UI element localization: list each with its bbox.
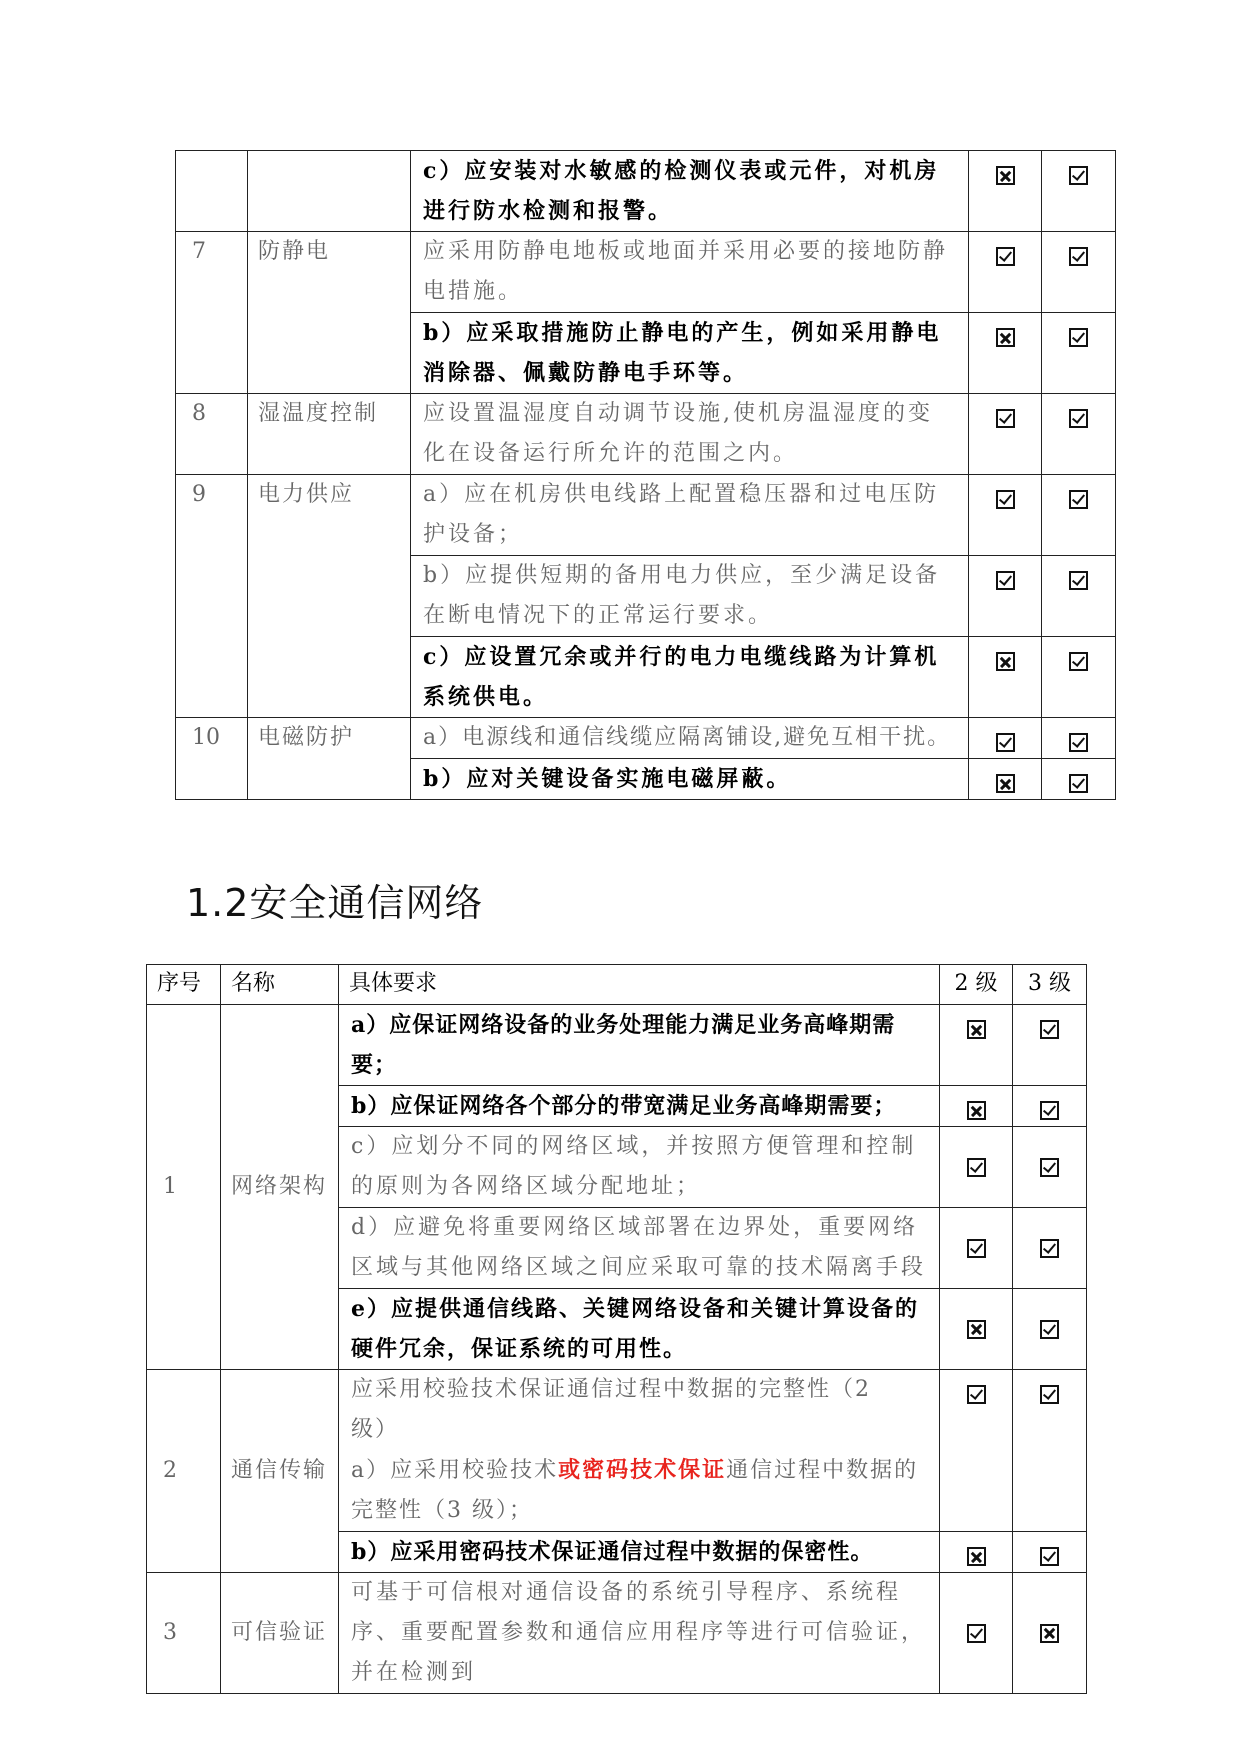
table-row (176, 151, 1116, 232)
level2-cell (969, 556, 1042, 637)
level2-cell (969, 151, 1042, 232)
level2-cell (940, 1289, 1013, 1370)
checkbox-checked-icon (1040, 1239, 1059, 1258)
requirement-text: e）应提供通信线路、关键网络设备和关键计算设备的硬件冗余，保证系统的可用性。 (339, 1289, 940, 1370)
requirement-text: 可基于可信根对通信设备的系统引导程序、系统程序、重要配置参数和通信应用程序等进行可信验证，并在检测到 (339, 1573, 940, 1694)
level2-cell (969, 394, 1042, 475)
row-name: 电磁防护 (248, 718, 411, 800)
row-number (176, 151, 248, 232)
level3-cell (1013, 1532, 1087, 1573)
row-name: 湿温度控制 (248, 394, 411, 475)
level3-cell (1013, 1208, 1087, 1289)
table-row (147, 1005, 1087, 1086)
row-name (248, 151, 411, 232)
level2-cell (969, 232, 1042, 313)
level3-cell (1042, 475, 1116, 556)
checkbox-checked-icon (967, 1239, 986, 1258)
header-level3: 3 级 (1013, 965, 1087, 1005)
checkbox-checked-icon (1069, 733, 1088, 752)
row-number: 3 (147, 1573, 221, 1694)
requirement-text: c）应安装对水敏感的检测仪表或元件，对机房进行防水检测和报警。 (411, 151, 969, 232)
checkbox-checked-icon (1040, 1101, 1059, 1120)
level3-cell (1042, 232, 1116, 313)
requirement-a-suffix: 通信过程中数据的完整性（3 级）； (351, 1458, 919, 1523)
row-number: 2 (147, 1370, 221, 1573)
checkbox-checked-icon (1069, 571, 1088, 590)
level3-cell (1042, 313, 1116, 394)
checkbox-crossed-icon (967, 1320, 986, 1339)
level3-cell (1042, 637, 1116, 718)
section-heading: 1.2安全通信网络 (186, 881, 484, 925)
level2-cell (940, 1005, 1013, 1086)
row-name: 可信验证 (221, 1573, 339, 1694)
table-row (147, 1573, 1087, 1694)
checkbox-crossed-icon (967, 1547, 986, 1566)
checkbox-checked-icon (1069, 774, 1088, 793)
level2-cell (969, 313, 1042, 394)
protection-table-physical (175, 150, 1116, 800)
level3-cell (1013, 1086, 1087, 1127)
requirement-text: b）应对关键设备实施电磁屏蔽。 (411, 759, 969, 800)
level2-cell (940, 1532, 1013, 1573)
checkbox-checked-icon (1069, 247, 1088, 266)
requirement-text: b）应采取措施防止静电的产生，例如采用静电消除器、佩戴防静电手环等。 (411, 313, 969, 394)
level3-cell (1013, 1289, 1087, 1370)
level3-cell (1013, 1127, 1087, 1208)
requirement-text: a）应保证网络设备的业务处理能力满足业务高峰期需要； (339, 1005, 940, 1086)
requirement-text: a）应在机房供电线路上配置稳压器和过电压防护设备； (411, 475, 969, 556)
checkbox-checked-icon (967, 1158, 986, 1177)
requirement-text: b）应采用密码技术保证通信过程中数据的保密性。 (339, 1532, 940, 1573)
requirement-text: b）应保证网络各个部分的带宽满足业务高峰期需要； (339, 1086, 940, 1127)
checkbox-crossed-icon (996, 652, 1015, 671)
checkbox-crossed-icon (967, 1101, 986, 1120)
header-name: 名称 (221, 965, 339, 1005)
checkbox-checked-icon (996, 409, 1015, 428)
level3-cell (1042, 718, 1116, 759)
requirement-text: a）电源线和通信线缆应隔离铺设,避免互相干扰。 (411, 718, 969, 759)
level3-cell (1013, 1005, 1087, 1086)
table-row (176, 394, 1116, 475)
level2-cell (940, 1370, 1013, 1532)
requirement-text: 应采用防静电地板或地面并采用必要的接地防静电措施。 (411, 232, 969, 313)
protection-table-network (146, 964, 1087, 1694)
row-number: 8 (176, 394, 248, 475)
table-header-row (147, 965, 1087, 1005)
checkbox-checked-icon (1040, 1385, 1059, 1404)
requirement-text (339, 1370, 940, 1532)
header-level2: 2 级 (940, 965, 1013, 1005)
level2-cell (969, 759, 1042, 800)
checkbox-checked-icon (996, 490, 1015, 509)
checkbox-checked-icon (996, 571, 1015, 590)
requirement-text: b）应提供短期的备用电力供应，至少满足设备在断电情况下的正常运行要求。 (411, 556, 969, 637)
table-row (176, 718, 1116, 759)
level2-cell (969, 637, 1042, 718)
header-req: 具体要求 (339, 965, 940, 1005)
level3-cell (1042, 759, 1116, 800)
level2-cell (940, 1086, 1013, 1127)
level2-cell (940, 1573, 1013, 1694)
row-number: 9 (176, 475, 248, 718)
level3-cell (1013, 1370, 1087, 1532)
row-name: 网络架构 (221, 1005, 339, 1370)
table-row (176, 232, 1116, 313)
requirement-text: c）应设置冗余或并行的电力电缆线路为计算机系统供电。 (411, 637, 969, 718)
row-name: 通信传输 (221, 1370, 339, 1573)
checkbox-checked-icon (996, 247, 1015, 266)
checkbox-checked-icon (1069, 328, 1088, 347)
row-number: 7 (176, 232, 248, 394)
requirement-line: 应采用校验技术保证通信过程中数据的完整性（2 级） (351, 1377, 871, 1442)
checkbox-checked-icon (1040, 1020, 1059, 1039)
row-name: 电力供应 (248, 475, 411, 718)
checkbox-checked-icon (1040, 1158, 1059, 1177)
checkbox-checked-icon (996, 733, 1015, 752)
checkbox-checked-icon (967, 1624, 986, 1643)
checkbox-crossed-icon (1040, 1624, 1059, 1643)
row-number: 10 (176, 718, 248, 800)
requirement-a-prefix: a）应采用校验技术 (351, 1458, 559, 1483)
level2-cell (940, 1127, 1013, 1208)
checkbox-checked-icon (1069, 166, 1088, 185)
row-name: 防静电 (248, 232, 411, 394)
checkbox-crossed-icon (996, 328, 1015, 347)
level3-cell (1013, 1573, 1087, 1694)
checkbox-checked-icon (1040, 1320, 1059, 1339)
requirement-text: 应设置温湿度自动调节设施,使机房温湿度的变化在设备运行所允许的范围之内。 (411, 394, 969, 475)
requirement-text: c）应划分不同的网络区域，并按照方便管理和控制的原则为各网络区域分配地址； (339, 1127, 940, 1208)
header-num: 序号 (147, 965, 221, 1005)
level2-cell (940, 1208, 1013, 1289)
requirement-text: d）应避免将重要网络区域部署在边界处，重要网络区域与其他网络区域之间应采取可靠的技术隔离手段 (339, 1208, 940, 1289)
level2-cell (969, 475, 1042, 556)
checkbox-crossed-icon (967, 1020, 986, 1039)
checkbox-checked-icon (1040, 1547, 1059, 1566)
row-number: 1 (147, 1005, 221, 1370)
checkbox-crossed-icon (996, 166, 1015, 185)
checkbox-checked-icon (1069, 652, 1088, 671)
level3-cell (1042, 151, 1116, 232)
table-row (147, 1370, 1087, 1532)
level3-cell (1042, 394, 1116, 475)
table-row (176, 475, 1116, 556)
level3-cell (1042, 556, 1116, 637)
checkbox-checked-icon (967, 1385, 986, 1404)
checkbox-crossed-icon (996, 774, 1015, 793)
checkbox-checked-icon (1069, 490, 1088, 509)
requirement-highlight: 或密码技术保证 (558, 1457, 727, 1483)
level2-cell (969, 718, 1042, 759)
checkbox-checked-icon (1069, 409, 1088, 428)
